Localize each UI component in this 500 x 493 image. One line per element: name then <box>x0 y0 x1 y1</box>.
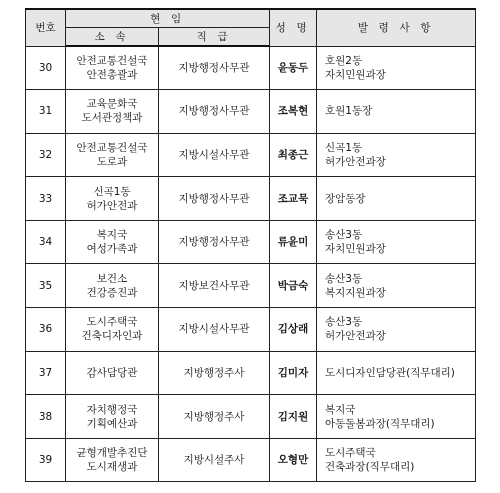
row-number: 37 <box>26 351 66 395</box>
current-dept <box>66 395 159 439</box>
header-new-post: 발 령 사 항 <box>317 9 476 46</box>
dept-line: 도서관정책과 <box>81 112 143 125</box>
current-rank: 지방보건사무관 <box>159 264 270 308</box>
row-number: 39 <box>26 438 66 482</box>
new-post-line: 건축과장(직무대리) <box>325 461 415 474</box>
current-rank: 지방행정주사 <box>159 395 270 439</box>
current-dept <box>66 90 159 134</box>
new-post-line: 송산3동 <box>325 272 363 285</box>
table-body <box>26 46 476 482</box>
table-row <box>26 308 476 352</box>
dept-line: 도로과 <box>96 155 128 168</box>
new-post-line: 허가안전과장 <box>325 155 386 168</box>
current-dept <box>66 177 159 221</box>
table-row <box>26 264 476 308</box>
person-name: 조교묵 <box>270 177 317 221</box>
person-name: 박금숙 <box>270 264 317 308</box>
new-post <box>317 351 476 395</box>
dept-line: 허가안전과 <box>86 199 138 212</box>
new-post <box>317 220 476 264</box>
header-current: 현 임 <box>66 9 270 28</box>
new-post <box>317 90 476 134</box>
dept-line: 건강증진과 <box>86 286 138 299</box>
new-post <box>317 395 476 439</box>
new-post-line: 송산3동 <box>325 229 363 242</box>
current-rank: 지방행정사무관 <box>159 90 270 134</box>
new-post-line: 자치민원과장 <box>325 68 386 81</box>
new-post-line: 송산3동 <box>325 316 363 329</box>
current-dept <box>66 264 159 308</box>
row-number: 38 <box>26 395 66 439</box>
new-post-line: 장암동장 <box>325 192 366 205</box>
table-row <box>26 351 476 395</box>
new-post-line: 호원2동 <box>325 54 363 67</box>
new-post-line: 아동돌봄과장(직무대리) <box>325 417 435 430</box>
dept-line: 균형개발추진단 <box>76 447 148 460</box>
dept-line: 기획예산과 <box>86 417 138 430</box>
current-dept <box>66 133 159 177</box>
table-row <box>26 46 476 90</box>
person-name: 류윤미 <box>270 220 317 264</box>
new-post-line: 호원1동장 <box>325 105 373 118</box>
row-number: 34 <box>26 220 66 264</box>
row-number: 33 <box>26 177 66 221</box>
new-post-line: 허가안전과장 <box>325 330 386 343</box>
table-row <box>26 133 476 177</box>
dept-line: 감사담당관 <box>86 366 138 379</box>
row-number: 35 <box>26 264 66 308</box>
current-rank: 지방시설사무관 <box>159 133 270 177</box>
new-post <box>317 308 476 352</box>
row-number: 31 <box>26 90 66 134</box>
new-post-line: 복지국 <box>325 403 356 416</box>
new-post-line: 복지지원과장 <box>325 286 386 299</box>
row-number: 32 <box>26 133 66 177</box>
table-row <box>26 220 476 264</box>
new-post <box>317 133 476 177</box>
dept-line: 안전총괄과 <box>86 69 138 82</box>
current-dept <box>66 351 159 395</box>
header-name: 성 명 <box>270 9 317 46</box>
header-no: 번호 <box>26 9 66 46</box>
dept-line: 안전교통건설국 <box>76 55 148 68</box>
current-dept <box>66 220 159 264</box>
dept-line: 자치행정국 <box>86 403 138 416</box>
row-number: 30 <box>26 46 66 90</box>
current-dept <box>66 308 159 352</box>
row-number: 36 <box>26 308 66 352</box>
person-name: 김지원 <box>270 395 317 439</box>
table-row <box>26 177 476 221</box>
personnel-table-container <box>25 8 475 482</box>
header-dept: 소 속 <box>66 28 159 47</box>
current-rank: 지방행정사무관 <box>159 220 270 264</box>
table-row <box>26 395 476 439</box>
current-rank: 지방행정사무관 <box>159 46 270 90</box>
new-post <box>317 177 476 221</box>
header-rank: 직 급 <box>159 28 270 47</box>
dept-line: 교육문화국 <box>86 98 138 111</box>
current-rank: 지방시설사무관 <box>159 308 270 352</box>
personnel-appointment-table <box>25 8 476 482</box>
person-name: 김미자 <box>270 351 317 395</box>
dept-line: 여성가족과 <box>86 243 138 256</box>
table-row <box>26 90 476 134</box>
current-rank: 지방행정사무관 <box>159 177 270 221</box>
new-post-line: 도시주택국 <box>325 447 376 460</box>
dept-line: 신곡1동 <box>93 185 131 198</box>
dept-line: 도시재생과 <box>86 461 138 474</box>
dept-line: 안전교통건설국 <box>76 141 148 154</box>
new-post <box>317 46 476 90</box>
current-dept <box>66 438 159 482</box>
person-name: 김상래 <box>270 308 317 352</box>
dept-line: 복지국 <box>96 229 128 242</box>
person-name: 조복현 <box>270 90 317 134</box>
new-post-line: 도시디자인담당관(직무대리) <box>325 366 455 379</box>
person-name: 최종근 <box>270 133 317 177</box>
current-rank: 지방시설주사 <box>159 438 270 482</box>
dept-line: 도시주택국 <box>86 316 138 329</box>
new-post-line: 자치민원과장 <box>325 243 386 256</box>
dept-line: 보건소 <box>96 272 128 285</box>
current-rank: 지방행정주사 <box>159 351 270 395</box>
new-post <box>317 264 476 308</box>
table-row <box>26 438 476 482</box>
dept-line: 건축디자인과 <box>81 330 143 343</box>
person-name: 오형만 <box>270 438 317 482</box>
new-post-line: 신곡1동 <box>325 141 363 154</box>
new-post <box>317 438 476 482</box>
person-name: 윤동두 <box>270 46 317 90</box>
current-dept <box>66 46 159 90</box>
